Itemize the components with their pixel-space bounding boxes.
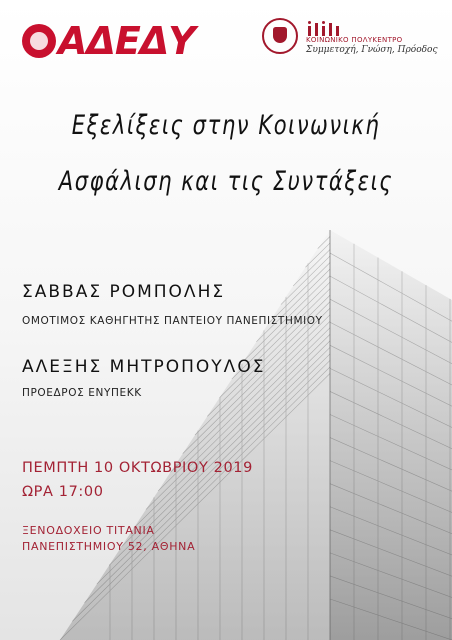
title-line-2: Ασφάλιση και τις Συντάξεις [58, 166, 394, 197]
adedy-logo-text: ΑΔΕΔΥ [58, 19, 195, 63]
speaker-1-role: ΟΜΟΤΙΜΟΣ ΚΑΘΗΓΗΤΗΣ ΠΑΝΤΕΙΟΥ ΠΑΝΕΠΙΣΤΗΜΙΟΥ [22, 315, 323, 327]
speaker-2-name: ΑΛΕΞΗΣ ΜΗΤΡΟΠΟΥΛΟΣ [22, 357, 266, 377]
event-date: ΠΕΜΠΤΗ 10 ΟΚΤΩΒΡΙΟΥ 2019 [22, 460, 253, 476]
adedy-logo [22, 19, 195, 63]
social-center-name: ΚΟΙΝΩΝΙΚΟ ΠΟΛΥΚΕΝΤΡΟ [306, 36, 403, 44]
social-center-logo [262, 16, 438, 56]
venue-name: ΞΕΝΟΔΟΧΕΙΟ ΤΙΤΑΝΙΑ [22, 524, 155, 537]
title-line-1: Εξελίξεις στην Κοινωνική [71, 110, 381, 141]
venue-address: ΠΑΝΕΠΙΣΤΗΜΙΟΥ 52, ΑΘΗΝΑ [22, 540, 196, 553]
event-time: ΩΡΑ 17:00 [22, 484, 104, 500]
speaker-1-name: ΣΑΒΒΑΣ ΡΟΜΠΟΛΗΣ [22, 282, 226, 302]
social-center-seal-icon [262, 18, 298, 54]
social-center-slogan: Συμμετοχή, Γνώση, Πρόοδος [306, 45, 438, 55]
speaker-2-role: ΠΡΟΕΔΡΟΣ ΕΝΥΠΕΚΚ [22, 387, 142, 399]
adedy-seal-icon [22, 24, 56, 58]
